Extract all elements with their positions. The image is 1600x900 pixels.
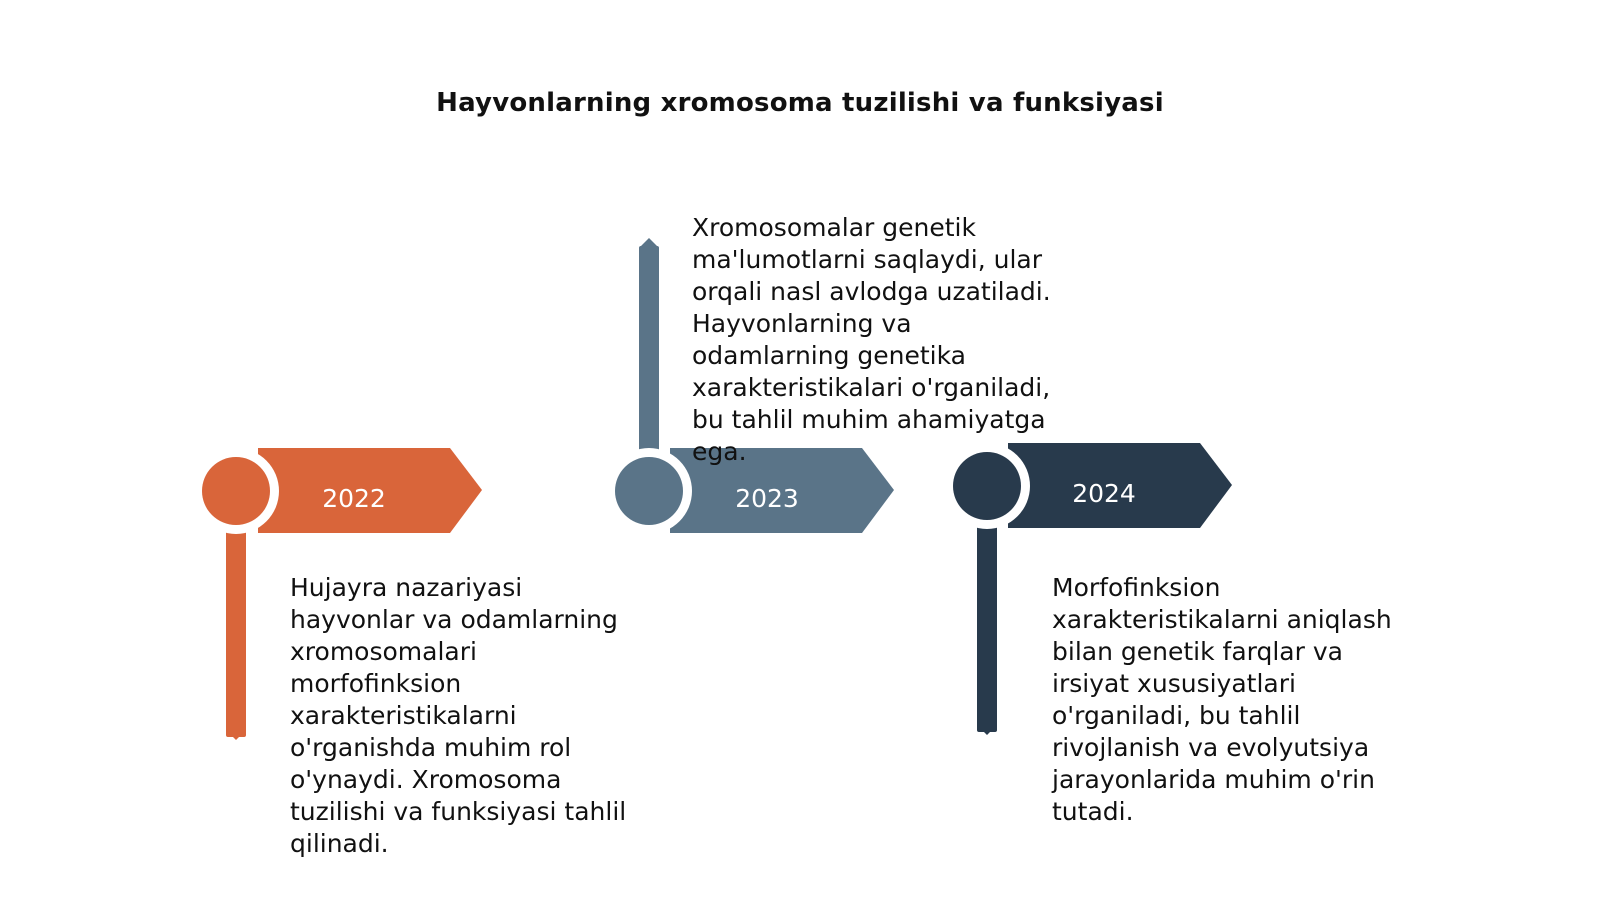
diagram-title: Hayvonlarning xromosoma tuzilishi va funksiyasi bbox=[436, 88, 1164, 118]
milestone-2024-stem bbox=[977, 500, 997, 732]
milestone-2022-node bbox=[202, 457, 270, 525]
milestone-2024-description: Morfofinksion xarakteristikalarni aniqlash bilan genetik farqlar va irsiyat xususiyatlari o'rganiladi, bu tahlil rivojlanish va evolyutsiya jarayonlarida muhim o'rin tutadi. bbox=[1052, 573, 1392, 826]
milestone-2023-year: 2023 bbox=[735, 484, 799, 513]
milestone-2022-description: Hujayra nazariyasi hayvonlar va odamlarning xromosomalari morfofinksion xarakteristikalarni o'rganishda muhim rol o'ynaydi. Xromosoma tuzilishi va funksiyasi tahlil qilinadi. bbox=[290, 573, 627, 858]
milestone-2023-description: Xromosomalar genetik ma'lumotlarni saqlaydi, ular orqali nasl avlodga uzatiladi. Hayvonlarning va odamlarning genetika xarakteristikalari o'rganiladi, bu tahlil muhim ahamiyatga ega. bbox=[692, 213, 1051, 466]
milestone-2024-year: 2024 bbox=[1072, 479, 1136, 508]
milestone-2023-node bbox=[615, 457, 683, 525]
milestone-2022-year: 2022 bbox=[322, 484, 386, 513]
milestone-2023-stem bbox=[639, 246, 659, 480]
milestone-2022-stem bbox=[226, 505, 246, 737]
